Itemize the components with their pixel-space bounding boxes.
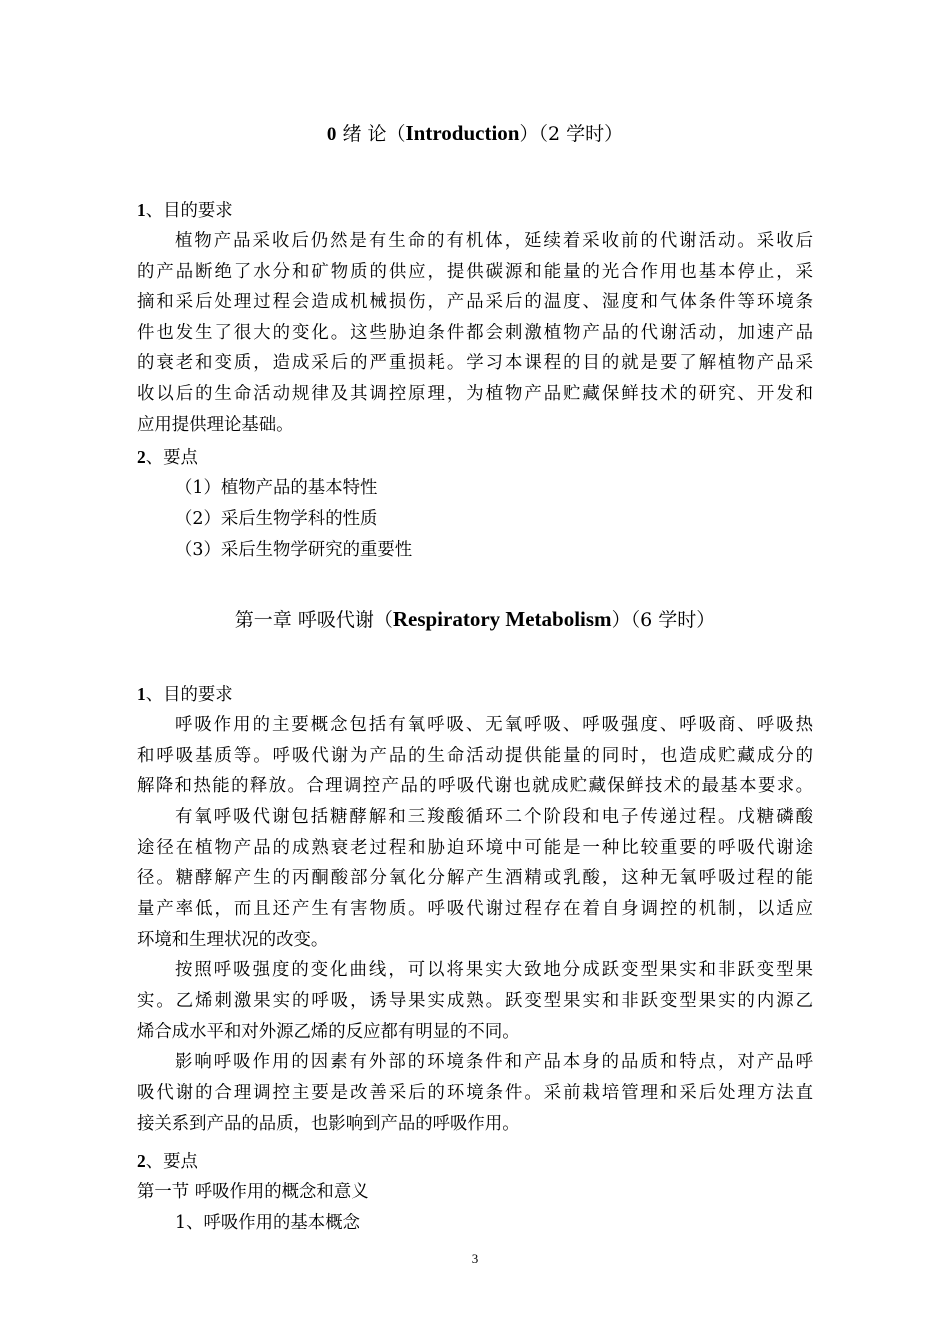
chapter1-paragraph-line: 烯合成水平和对外源乙烯的反应都有明显的不同。 [137,1022,520,1042]
section-number: 2 [137,1151,146,1171]
section-title: 、目的要求 [145,201,233,221]
chapter1-heading [0,607,950,632]
intro-heading-en: Introduction [405,121,520,145]
section-title: 、目的要求 [145,685,233,705]
intro-point-item: （1）植物产品的基本特性 [175,478,378,498]
intro-heading-number: 0 [326,124,337,145]
chapter1-paragraph-line: 解降和热能的释放。合理调控产品的呼吸代谢也就成贮藏保鲜技术的最基本要求。 [137,776,813,796]
intro-paragraph-line: 件也发生了很大的变化。这些胁迫条件都会刺激植物产品的代谢活动，加速产品 [137,323,813,343]
section-title: 、要点 [145,448,198,468]
chapter1-paragraph-line: 实。乙烯刺激果实的呼吸，诱导果实成熟。跃变型果实和非跃变型果实的内源乙 [137,991,813,1011]
section-number: 1 [137,200,146,220]
intro-paragraph-line: 摘和采后处理过程会造成机械损伤，产品采后的温度、湿度和气体条件等环境条 [137,292,813,312]
chapter1-section-2-title [137,1149,813,1174]
chapter1-section-1-title [137,682,813,707]
intro-paragraph-line: 收以后的生命活动规律及其调控原理，为植物产品贮藏保鲜技术的研究、开发和 [137,384,813,404]
intro-section-2-title [137,445,813,470]
page-number: 3 [471,1251,479,1266]
intro-paragraph-line: 应用提供理论基础。 [137,415,294,435]
section-number: 2 [137,447,146,467]
chapter1-paragraph-line: 有氧呼吸代谢包括糖酵解和三羧酸循环二个阶段和电子传递过程。戊糖磷酸 [175,807,813,827]
section-title: 、要点 [145,1152,198,1172]
intro-heading-cn: 绪 论（ [342,123,406,145]
intro-heading-tail: ）（2 学时） [519,123,624,145]
chapter1-paragraph-line: 和呼吸基质等。呼吸代谢为产品的生命活动提供能量的同时，也造成贮藏成分的 [137,746,813,766]
chapter1-paragraph-line: 呼吸作用的主要概念包括有氧呼吸、无氧呼吸、呼吸强度、呼吸商、呼吸热 [175,715,813,735]
chapter1-paragraph-line: 接关系到产品的品质，也影响到产品的呼吸作用。 [137,1114,520,1134]
chapter1-subsection-item: 1、呼吸作用的基本概念 [175,1213,360,1233]
section-number: 1 [137,684,146,704]
intro-heading [0,121,950,147]
intro-paragraph-line: 的衰老和变质，造成采后的严重损耗。学习本课程的目的就是要了解植物产品采 [137,353,813,373]
intro-paragraph-line: 的产品断绝了水分和矿物质的供应，提供碳源和能量的光合作用也基本停止，采 [137,262,813,282]
chapter1-paragraph-line: 环境和生理状况的改变。 [137,930,329,950]
chapter1-paragraph-line: 影响呼吸作用的因素有外部的环境条件和产品本身的品质和特点，对产品呼 [175,1052,813,1072]
chapter1-heading-en: Respiratory Metabolism [392,607,612,631]
intro-section-1-title [137,198,813,223]
chapter1-heading-cn: 第一章 呼吸代谢（ [234,609,393,631]
chapter1-paragraph-line: 按照呼吸强度的变化曲线，可以将果实大致地分成跃变型果实和非跃变型果 [175,960,813,980]
intro-point-item: （2）采后生物学科的性质 [175,509,378,529]
intro-point-item: （3）采后生物学研究的重要性 [175,540,413,560]
chapter1-heading-tail: ）（6 学时） [611,609,716,631]
chapter1-paragraph-line: 吸代谢的合理调控主要是改善采后的环境条件。采前栽培管理和采后处理方法直 [137,1083,813,1103]
chapter1-paragraph-line: 途径在植物产品的成熟衰老过程和胁迫环境中可能是一种比较重要的呼吸代谢途 [137,838,813,858]
chapter1-section-heading: 第一节 呼吸作用的概念和意义 [137,1182,369,1202]
intro-paragraph-line: 植物产品采收后仍然是有生命的有机体，延续着采收前的代谢活动。采收后 [175,231,813,251]
chapter1-paragraph-line: 径。糖酵解产生的丙酮酸部分氧化分解产生酒精或乳酸，这种无氧呼吸过程的能 [137,868,813,888]
chapter1-paragraph-line: 量产率低，而且还产生有害物质。呼吸代谢过程存在着自身调控的机制，以适应 [137,899,813,919]
